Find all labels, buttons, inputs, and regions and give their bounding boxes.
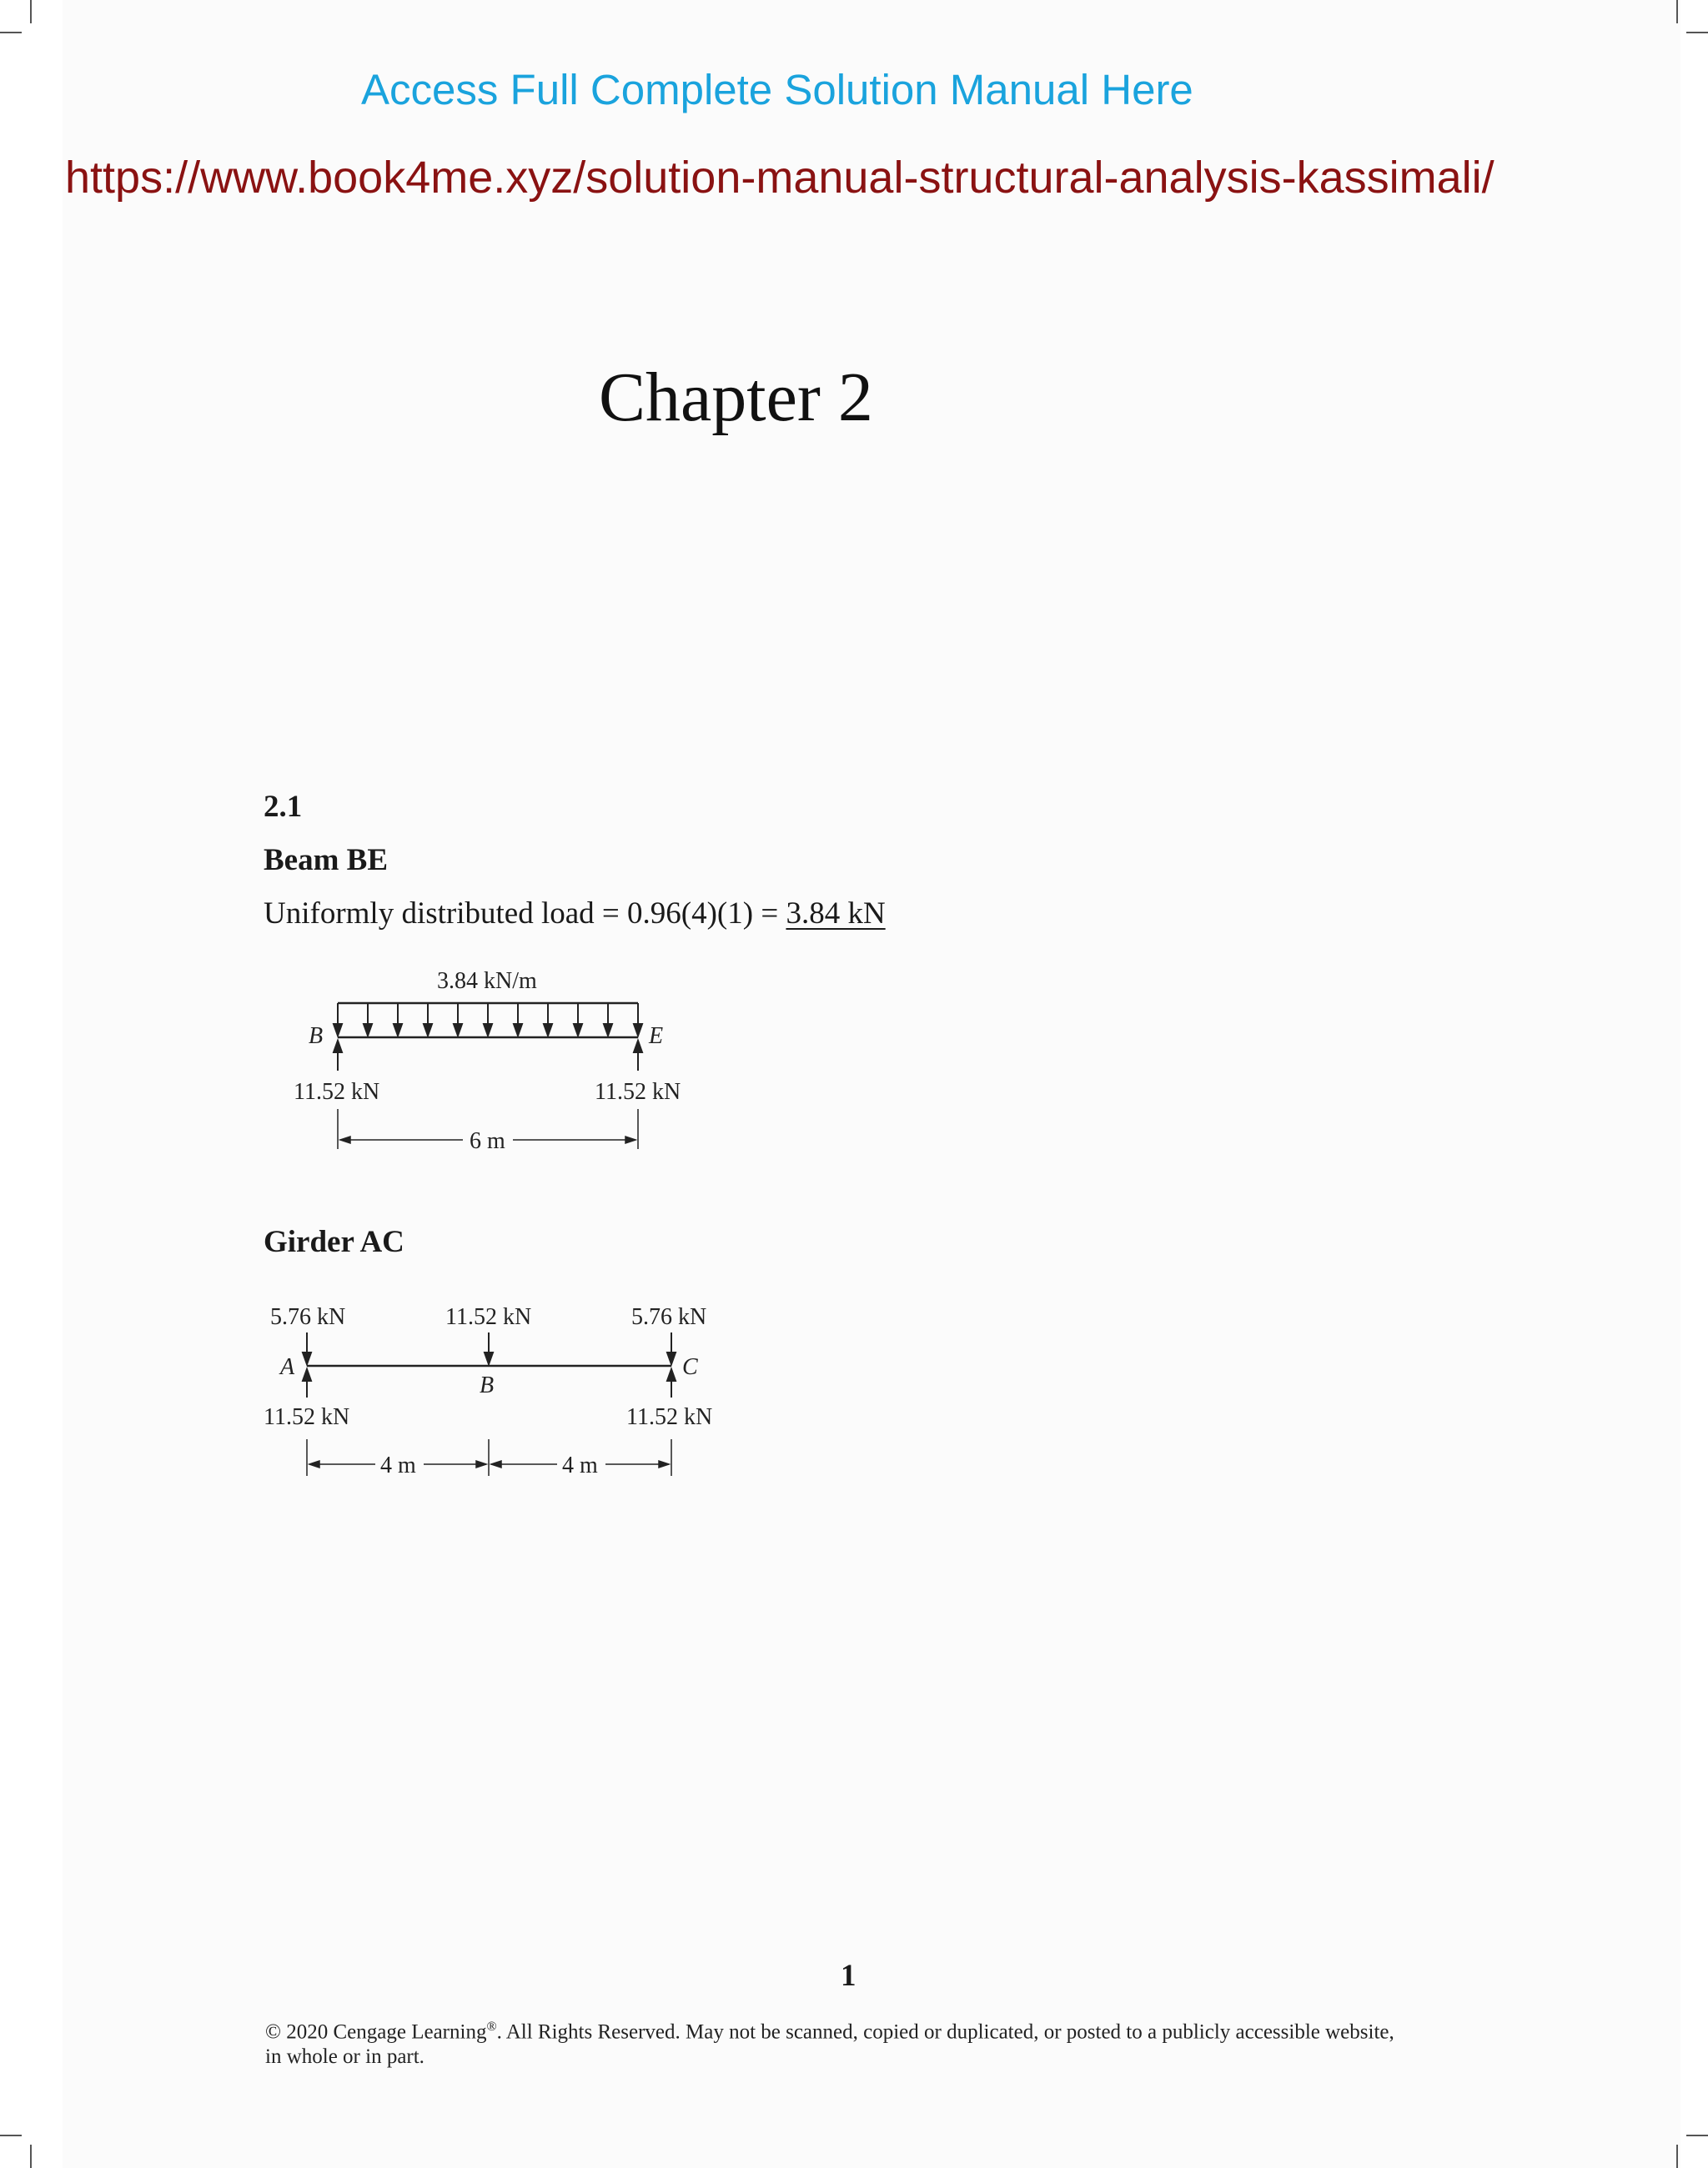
distributed-load-label: 3.84 kN/m [437,968,537,994]
copyright-prefix: © 2020 Cengage Learning [265,2020,487,2044]
crop-mark-bottom-right-h [1686,2135,1708,2136]
span-label-left: 4 m [380,1453,416,1478]
girder-heading: Girder AC [264,1225,404,1259]
reaction-label-c: 11.52 kN [626,1404,713,1430]
crop-mark-top-right-v [1676,0,1678,23]
span-label-6m: 6 m [470,1128,505,1154]
page-number: 1 [841,1959,857,1993]
load-result: 3.84 kN [786,896,886,931]
load-label-a: 5.76 kN [270,1304,346,1330]
point-label-a: A [280,1354,295,1380]
span-label-right: 4 m [562,1453,598,1478]
page-background [63,0,1680,2168]
registered-mark: ® [486,2020,497,2034]
load-label-c: 5.76 kN [631,1304,707,1330]
problem-number: 2.1 [264,790,303,824]
crop-mark-top-left-h [0,32,22,33]
crop-mark-bottom-right-v [1676,2145,1678,2168]
reaction-label-e: 11.52 kN [595,1079,681,1105]
copyright-line-1 [265,2020,1394,2044]
copyright-suffix: . All Rights Reserved. May not be scanned, copied or duplicated, or posted to a publicly accessible website, [496,2020,1394,2044]
point-label-c: C [682,1354,698,1380]
crop-mark-bottom-left-v [30,2145,32,2168]
crop-mark-bottom-left-h [0,2135,22,2136]
beam-heading: Beam BE [264,843,389,877]
support-label-e: E [649,1023,664,1049]
load-equation [264,896,886,931]
reaction-label-a: 11.52 kN [264,1404,350,1430]
chapter-title: Chapter 2 [599,359,873,436]
promo-url-link[interactable]: https://www.book4me.xyz/solution-manual-structural-analysis-kassimali/ [65,153,1494,203]
support-label-b: B [309,1023,324,1049]
load-label-b: 11.52 kN [445,1304,532,1330]
crop-mark-top-left-v [30,0,32,23]
crop-mark-top-right-h [1686,32,1708,33]
reaction-label-b: 11.52 kN [294,1079,380,1105]
copyright-line-2: in whole or in part. [265,2045,424,2068]
promo-title-link[interactable]: Access Full Complete Solution Manual Here [361,66,1193,113]
load-equation-text: Uniformly distributed load = 0.96(4)(1) = [264,896,786,931]
point-label-b: B [480,1373,495,1398]
